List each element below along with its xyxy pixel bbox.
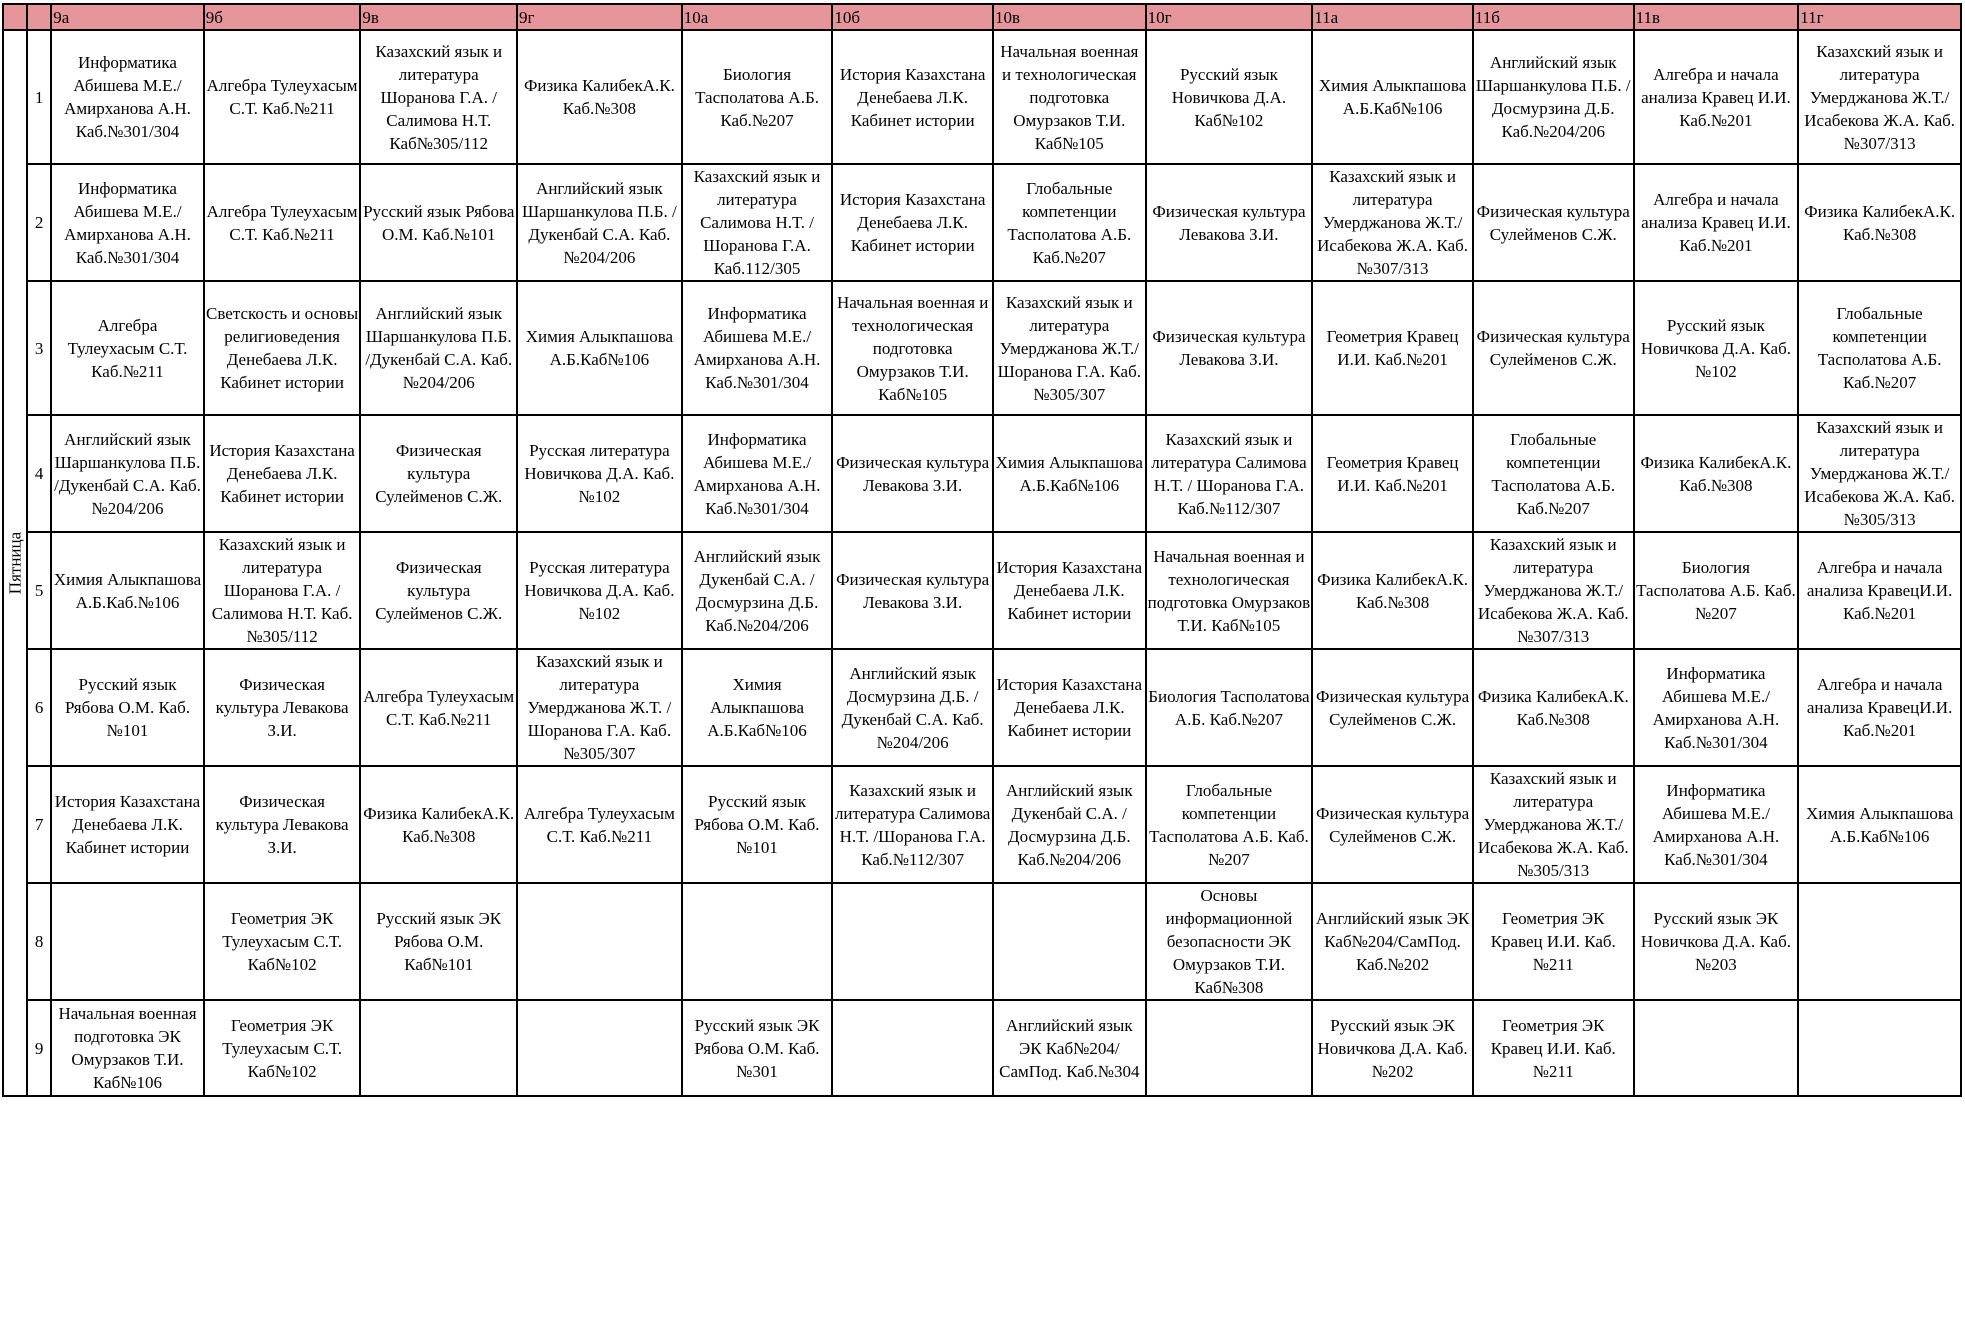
lesson-cell: Химия Алыкпашова А.Б.Каб№106 <box>1312 30 1473 164</box>
lesson-cell: Физическая культура Левакова З.И. <box>1146 281 1313 415</box>
lesson-cell: Казахский язык и литература Умерджанова Ж.Т./Исабекова Ж.А. Каб.№307/313 <box>1312 164 1473 281</box>
lesson-cell: Информатика Абишева М.Е./ Амирханова А.Н. Каб.№301/304 <box>1634 649 1799 766</box>
schedule-body <box>3 30 1961 1096</box>
lesson-cell: Физическая культура Левакова З.И. <box>832 532 993 649</box>
lesson-cell: Английский язык Досмурзина Д.Б. /Дукенбай С.А. Каб.№204/206 <box>832 649 993 766</box>
lesson-cell: Физическая культура Левакова З.И. <box>1146 164 1313 281</box>
lesson-cell: Алгебра Тулеухасым С.Т. Каб.№211 <box>51 281 204 415</box>
lesson-cell: Английский язык Дукенбай С.А. / Досмурзина Д.Б. Каб.№204/206 <box>682 532 833 649</box>
lesson-cell: Русский язык Рябова О.М. Каб.№101 <box>682 766 833 883</box>
lesson-cell: Основы информационной безопасности ЭК Омурзаков Т.И. Каб№308 <box>1146 883 1313 1000</box>
lesson-cell: Английский язык Шаршанкулова П.Б. /Дукенбай С.А. Каб.№204/206 <box>360 281 517 415</box>
lesson-cell: Казахский язык и литература Умерджанова Ж.Т./Исабекова Ж.А. Каб.№305/313 <box>1798 415 1961 532</box>
lesson-cell: Казахский язык и литература Салимова Н.Т. /Шоранова Г.А. Каб.112/305 <box>682 164 833 281</box>
lesson-cell: Казахский язык и литература Шоранова Г.А. /Салимова Н.Т. Каб.№305/112 <box>204 532 361 649</box>
lesson-cell: Физика КалибекА.К. Каб.№308 <box>360 766 517 883</box>
schedule-table <box>2 3 1962 1097</box>
lesson-number: 7 <box>27 766 51 883</box>
lesson-cell: Геометрия Кравец И.И. Каб.№201 <box>1312 415 1473 532</box>
lesson-cell: Физическая культура Сулейменов С.Ж. <box>1312 766 1473 883</box>
lesson-cell: Глобальные компетенции Тасполатова А.Б. Каб.№207 <box>1146 766 1313 883</box>
lesson-cell: Физика КалибекА.К. Каб.№308 <box>1473 649 1634 766</box>
lesson-cell: Биология Тасполатова А.Б. Каб.№207 <box>682 30 833 164</box>
lesson-row <box>3 415 1961 532</box>
lesson-cell: Физическая культура Левакова З.И. <box>204 766 361 883</box>
lesson-cell <box>51 883 204 1000</box>
lesson-number: 2 <box>27 164 51 281</box>
lesson-cell: Физика КалибекА.К. Каб.№308 <box>1798 164 1961 281</box>
lesson-cell <box>517 1000 682 1096</box>
lesson-cell: Русская литература Новичкова Д.А. Каб.№102 <box>517 415 682 532</box>
lesson-cell: Английский язык Дукенбай С.А. / Досмурзина Д.Б. Каб.№204/206 <box>993 766 1146 883</box>
class-header: 9б <box>204 4 361 30</box>
lesson-cell: Русский язык ЭК Новичкова Д.А. Каб.№202 <box>1312 1000 1473 1096</box>
lesson-cell: Химия Алыкпашова А.Б.Каб№106 <box>517 281 682 415</box>
lesson-cell <box>1634 1000 1799 1096</box>
lesson-cell: Информатика Абишева М.Е./ Амирханова А.Н. Каб.№301/304 <box>1634 766 1799 883</box>
lesson-cell: История Казахстана Денебаева Л.К. Кабинет истории <box>204 415 361 532</box>
lesson-cell: Алгебра Тулеухасым С.Т. Каб.№211 <box>204 164 361 281</box>
lesson-row <box>3 30 1961 164</box>
lesson-cell: Казахский язык и литература Салимова Н.Т. /Шоранова Г.А. Каб.№112/307 <box>832 766 993 883</box>
lesson-cell: Английский язык Шаршанкулова П.Б. /Дукенбай С.А. Каб.№204/206 <box>51 415 204 532</box>
lesson-cell <box>832 1000 993 1096</box>
lesson-cell: Русский язык Новичкова Д.А. Каб.№102 <box>1634 281 1799 415</box>
lesson-row <box>3 766 1961 883</box>
lesson-cell: Алгебра и начала анализа Кравец И.И. Каб.№201 <box>1634 164 1799 281</box>
lesson-cell: Начальная военная и технологическая подготовка Омурзаков Т.И. Каб№105 <box>993 30 1146 164</box>
lesson-row <box>3 1000 1961 1096</box>
lesson-cell: Физика КалибекА.К. Каб.№308 <box>517 30 682 164</box>
lesson-cell: Русский язык ЭК Рябова О.М. Каб.№301 <box>682 1000 833 1096</box>
lesson-cell: Физическая культура Сулейменов С.Ж. <box>1312 649 1473 766</box>
lesson-cell: Геометрия Кравец И.И. Каб.№201 <box>1312 281 1473 415</box>
lesson-cell: Глобальные компетенции Тасполатова А.Б. Каб.№207 <box>1473 415 1634 532</box>
lesson-cell: Физика КалибекА.К. Каб.№308 <box>1634 415 1799 532</box>
lesson-cell: Геометрия ЭК Кравец И.И. Каб.№211 <box>1473 1000 1634 1096</box>
lesson-cell: Казахский язык и литература Шоранова Г.А. /Салимова Н.Т. Каб№305/112 <box>360 30 517 164</box>
lesson-cell: Казахский язык и литература Умерджанова Ж.Т./Исабекова Ж.А. Каб.№307/313 <box>1473 532 1634 649</box>
header-corner-num <box>27 4 51 30</box>
lesson-cell: Начальная военная и технологическая подготовка Омурзаков Т.И. Каб№105 <box>832 281 993 415</box>
class-header: 11б <box>1473 4 1634 30</box>
lesson-cell: История Казахстана Денебаева Л.К. Кабинет истории <box>51 766 204 883</box>
lesson-cell: Казахский язык и литература Умерджанова Ж.Т. /Шоранова Г.А. Каб.№305/307 <box>517 649 682 766</box>
lesson-cell: Биология Тасполатова А.Б. Каб.№207 <box>1634 532 1799 649</box>
lesson-cell: Глобальные компетенции Тасполатова А.Б. Каб.№207 <box>993 164 1146 281</box>
day-label: Пятница <box>5 531 25 595</box>
lesson-cell: Информатика Абишева М.Е./ Амирханова А.Н. Каб.№301/304 <box>51 30 204 164</box>
lesson-cell: Информатика Абишева М.Е./ Амирханова А.Н. Каб.№301/304 <box>682 415 833 532</box>
lesson-cell: История Казахстана Денебаева Л.К. Кабинет истории <box>832 30 993 164</box>
lesson-number: 5 <box>27 532 51 649</box>
lesson-number: 1 <box>27 30 51 164</box>
lesson-row <box>3 649 1961 766</box>
lesson-cell: Русский язык ЭК Новичкова Д.А. Каб.№203 <box>1634 883 1799 1000</box>
lesson-cell: Казахский язык и литература Салимова Н.Т. / Шоранова Г.А. Каб.№112/307 <box>1146 415 1313 532</box>
lesson-cell: Английский язык Шаршанкулова П.Б. /Дукенбай С.А. Каб.№204/206 <box>517 164 682 281</box>
lesson-cell: Русский язык Рябова О.М. Каб.№101 <box>51 649 204 766</box>
lesson-cell <box>1798 1000 1961 1096</box>
lesson-cell <box>1798 883 1961 1000</box>
lesson-cell: Казахский язык и литература Умерджанова Ж.Т./Шоранова Г.А. Каб.№305/307 <box>993 281 1146 415</box>
lesson-cell: Светскость и основы религиоведения Денебаева Л.К. Кабинет истории <box>204 281 361 415</box>
lesson-cell: Алгебра Тулеухасым С.Т. Каб.№211 <box>360 649 517 766</box>
lesson-cell: Физическая культура Сулейменов С.Ж. <box>1473 281 1634 415</box>
lesson-cell: Химия Алыкпашова А.Б.Каб№106 <box>682 649 833 766</box>
lesson-cell: Начальная военная и технологическая подготовка Омурзаков Т.И. Каб№105 <box>1146 532 1313 649</box>
lesson-cell: Английский язык Шаршанкулова П.Б. /Досмурзина Д.Б. Каб.№204/206 <box>1473 30 1634 164</box>
lesson-cell: Казахский язык и литература Умерджанова Ж.Т./Исабекова Ж.А. Каб.№305/313 <box>1473 766 1634 883</box>
lesson-cell: Геометрия ЭК Тулеухасым С.Т. Каб№102 <box>204 1000 361 1096</box>
lesson-cell: Геометрия ЭК Тулеухасым С.Т. Каб№102 <box>204 883 361 1000</box>
lesson-cell: Русский язык ЭК Рябова О.М. Каб№101 <box>360 883 517 1000</box>
lesson-cell: Глобальные компетенции Тасполатова А.Б. Каб.№207 <box>1798 281 1961 415</box>
lesson-cell: Физическая культура Сулейменов С.Ж. <box>360 532 517 649</box>
lesson-number: 4 <box>27 415 51 532</box>
lesson-row <box>3 532 1961 649</box>
lesson-number: 3 <box>27 281 51 415</box>
class-header: 11в <box>1634 4 1799 30</box>
lesson-cell: История Казахстана Денебаева Л.К. Кабинет истории <box>832 164 993 281</box>
lesson-cell: Химия Алыкпашова А.Б.Каб№106 <box>1798 766 1961 883</box>
lesson-cell: Физика КалибекА.К. Каб.№308 <box>1312 532 1473 649</box>
lesson-number: 6 <box>27 649 51 766</box>
lesson-cell: Химия Алыкпашова А.Б.Каб№106 <box>993 415 1146 532</box>
lesson-cell <box>360 1000 517 1096</box>
lesson-cell: Информатика Абишева М.Е./ Амирханова А.Н. Каб.№301/304 <box>682 281 833 415</box>
lesson-cell <box>682 883 833 1000</box>
lesson-cell: Химия Алыкпашова А.Б.Каб.№106 <box>51 532 204 649</box>
day-cell <box>3 30 27 1096</box>
class-header: 9г <box>517 4 682 30</box>
lesson-cell: Физическая культура Левакова З.И. <box>832 415 993 532</box>
class-header: 9в <box>360 4 517 30</box>
lesson-cell: История Казахстана Денебаева Л.К. Кабинет истории <box>993 532 1146 649</box>
lesson-cell: Русский язык Новичкова Д.А. Каб№102 <box>1146 30 1313 164</box>
lesson-cell <box>517 883 682 1000</box>
lesson-cell <box>832 883 993 1000</box>
lesson-cell: Физическая культура Левакова З.И. <box>204 649 361 766</box>
lesson-cell: Биология Тасполатова А.Б. Каб.№207 <box>1146 649 1313 766</box>
lesson-cell: Алгебра Тулеухасым С.Т. Каб.№211 <box>517 766 682 883</box>
lesson-cell: Геометрия ЭК Кравец И.И. Каб.№211 <box>1473 883 1634 1000</box>
lesson-cell: Английский язык ЭК Каб№204/СамПод. Каб.№304 <box>993 1000 1146 1096</box>
class-header: 10а <box>682 4 833 30</box>
class-header: 10в <box>993 4 1146 30</box>
lesson-cell: Физическая культура Сулейменов С.Ж. <box>360 415 517 532</box>
lesson-cell: Информатика Абишева М.Е./ Амирханова А.Н. Каб.№301/304 <box>51 164 204 281</box>
lesson-cell: Казахский язык и литература Умерджанова Ж.Т./Исабекова Ж.А. Каб.№307/313 <box>1798 30 1961 164</box>
lesson-cell: Алгебра Тулеухасым С.Т. Каб.№211 <box>204 30 361 164</box>
lesson-cell <box>993 883 1146 1000</box>
lesson-cell: Физическая культура Сулейменов С.Ж. <box>1473 164 1634 281</box>
lesson-number: 9 <box>27 1000 51 1096</box>
header-corner-day <box>3 4 27 30</box>
lesson-cell: Алгебра и начала анализа Кравец И.И. Каб.№201 <box>1634 30 1799 164</box>
lesson-cell: Алгебра и начала анализа КравецИ.И. Каб.№201 <box>1798 649 1961 766</box>
lesson-row <box>3 281 1961 415</box>
class-header: 10б <box>832 4 993 30</box>
header-row <box>3 4 1961 30</box>
class-header: 11а <box>1312 4 1473 30</box>
class-header: 9а <box>51 4 204 30</box>
lesson-number: 8 <box>27 883 51 1000</box>
class-header: 11г <box>1798 4 1961 30</box>
lesson-row <box>3 883 1961 1000</box>
lesson-cell <box>1146 1000 1313 1096</box>
lesson-row <box>3 164 1961 281</box>
lesson-cell: Русский язык Рябова О.М. Каб.№101 <box>360 164 517 281</box>
class-header: 10г <box>1146 4 1313 30</box>
lesson-cell: Алгебра и начала анализа КравецИ.И. Каб.№201 <box>1798 532 1961 649</box>
lesson-cell: История Казахстана Денебаева Л.К. Кабинет истории <box>993 649 1146 766</box>
lesson-cell: Русская литература Новичкова Д.А. Каб.№102 <box>517 532 682 649</box>
lesson-cell: Начальная военная подготовка ЭК Омурзаков Т.И. Каб№106 <box>51 1000 204 1096</box>
lesson-cell: Английский язык ЭК Каб№204/СамПод. Каб.№202 <box>1312 883 1473 1000</box>
